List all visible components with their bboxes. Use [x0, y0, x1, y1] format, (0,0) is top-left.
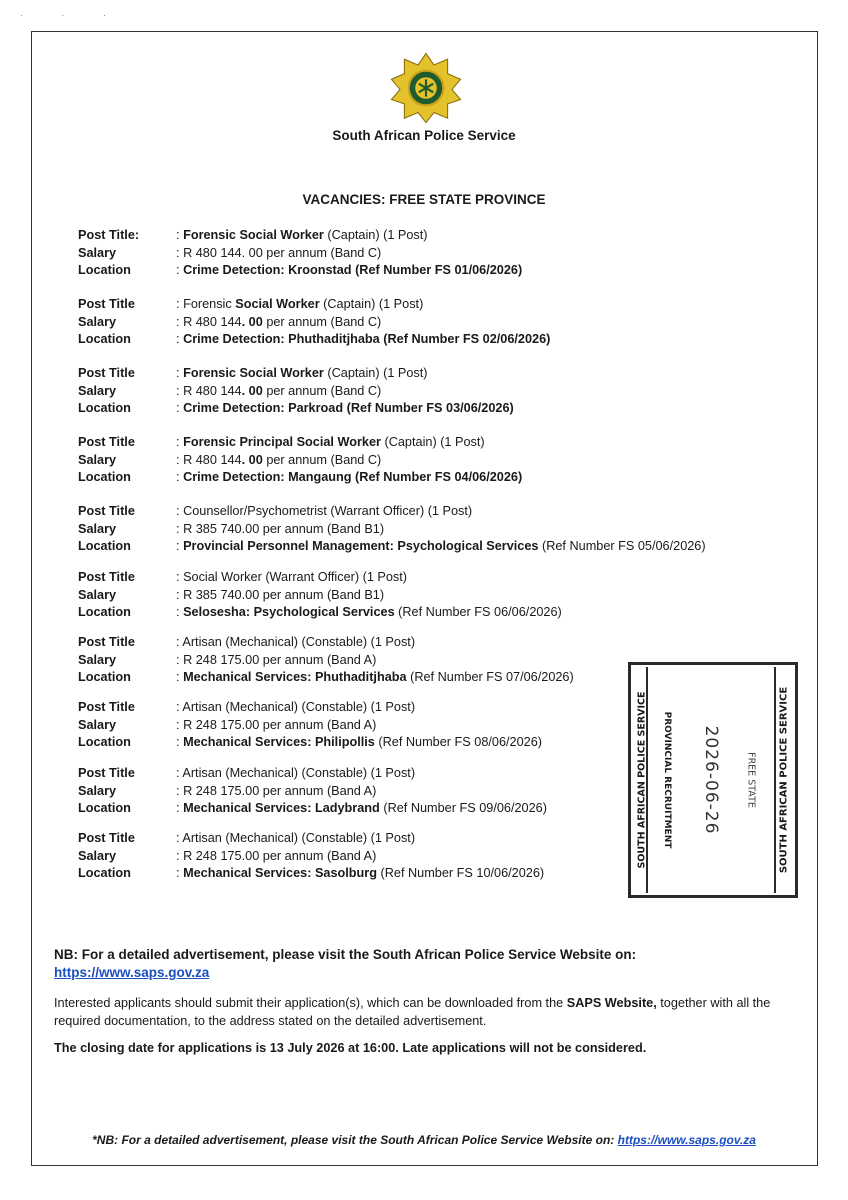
- location-row: [78, 400, 514, 418]
- post-title-text: (Captain) (1 Post): [323, 366, 428, 380]
- salary-prefix: R 480 144: [183, 452, 242, 467]
- nb-notice: [54, 946, 796, 982]
- location-value: : Crime Detection: Mangaung (Ref Number FS 04/06/2026): [176, 470, 523, 484]
- location-text: (Ref Number FS 10/06/2026): [376, 866, 545, 880]
- location-row: [78, 669, 574, 687]
- post-title-value: : Forensic Social Worker (Captain) (1 Post): [176, 297, 424, 311]
- post-title-row: [78, 503, 706, 521]
- stamp-region: FREE STATE: [745, 752, 757, 808]
- location-bold: Crime Detection: Mangaung (Ref Number FS 04/06/2026): [183, 470, 523, 484]
- location-bold: Provincial Personnel Management: Psychological Services: [183, 539, 539, 553]
- recruitment-stamp: [628, 662, 798, 898]
- vacancy-item: [78, 296, 550, 349]
- post-title-row: [78, 830, 544, 848]
- location-value: : Mechanical Services: Philipollis (Ref Number FS 08/06/2026): [176, 735, 543, 749]
- post-title-text: Artisan (Mechanical) (Constable) (1 Post): [182, 635, 416, 649]
- salary-row: [78, 587, 562, 605]
- post-title-label: Post Title: [78, 570, 135, 584]
- location-text: (Ref Number FS 08/06/2026): [374, 735, 543, 749]
- post-title-text: (Captain) (1 Post): [380, 435, 485, 449]
- location-text: (Ref Number FS 07/06/2026): [406, 670, 574, 684]
- post-title-value: : Artisan (Mechanical) (Constable) (1 Post): [176, 831, 416, 845]
- location-row: [78, 734, 542, 752]
- post-title-value: : Forensic Social Worker (Captain) (1 Post): [176, 228, 428, 242]
- post-title-text: Counsellor/Psychometrist (Warrant Officer) (1 Post): [183, 504, 473, 518]
- location-value: : Crime Detection: Parkroad (Ref Number FS 03/06/2026): [176, 401, 514, 415]
- salary-label: Salary: [78, 383, 117, 398]
- salary-value: : R 248 175.00 per annum (Band A): [176, 717, 377, 732]
- salary-label: Salary: [78, 452, 117, 467]
- salary-bold: . 00: [241, 383, 263, 398]
- salary-row: [78, 452, 522, 470]
- page-title: VACANCIES: FREE STATE PROVINCE: [302, 192, 546, 207]
- salary-text: R 385 740.00 per annum (Band B1): [183, 587, 385, 602]
- salary-value: : R 480 144. 00 per annum (Band C): [176, 383, 382, 398]
- salary-row: [78, 521, 706, 539]
- post-title-value: : Social Worker (Warrant Officer) (1 Post): [176, 570, 408, 584]
- post-title-text: Social Worker (Warrant Officer) (1 Post): [183, 570, 408, 584]
- location-bold: Crime Detection: Kroonstad (Ref Number FS 01/06/2026): [183, 263, 523, 277]
- post-title-row: [78, 634, 574, 652]
- scan-specks: · · ·: [20, 10, 124, 20]
- salary-label: Salary: [78, 848, 117, 863]
- post-title-bold: Social Worker: [235, 297, 320, 311]
- salary-bold: . 00: [241, 314, 263, 329]
- salary-prefix: R 480 144: [183, 383, 242, 398]
- post-title-value: : Forensic Principal Social Worker (Captain) (1 Post): [176, 435, 485, 449]
- salary-text: R 248 175.00 per annum (Band A): [183, 848, 377, 863]
- post-title-label: Post Title: [78, 366, 135, 380]
- salary-text: R 480 144. 00 per annum (Band C): [183, 245, 382, 260]
- footer-text: *NB: For a detailed advertisement, please visit the South African Police Service Website on:: [92, 1133, 615, 1147]
- vacancy-item: [78, 434, 522, 487]
- location-label: Location: [78, 801, 131, 815]
- stamp-sub-text: PROVINCIAL RECRUITMENT: [662, 711, 672, 849]
- footer-note: [0, 1133, 848, 1147]
- salary-label: Salary: [78, 587, 117, 602]
- location-label: Location: [78, 263, 131, 277]
- vacancy-item: [78, 765, 547, 818]
- post-title-text: Artisan (Mechanical) (Constable) (1 Post): [182, 831, 416, 845]
- salary-text: R 248 175.00 per annum (Band A): [183, 783, 377, 798]
- location-label: Location: [78, 401, 131, 415]
- location-row: [78, 604, 562, 622]
- stamp-right-text: SOUTH AFRICAN POLICE SERVICE: [778, 686, 790, 874]
- location-text: (Ref Number FS 05/06/2026): [538, 539, 706, 553]
- post-title-label: Post Title: [78, 700, 135, 714]
- post-title-label: Post Title: [78, 297, 135, 311]
- salary-value: : R 248 175.00 per annum (Band A): [176, 652, 377, 667]
- post-title-value: : Artisan (Mechanical) (Constable) (1 Post): [176, 700, 416, 714]
- location-row: [78, 800, 547, 818]
- salary-label: Salary: [78, 521, 117, 536]
- post-title-row: [78, 227, 522, 245]
- salary-value: : R 248 175.00 per annum (Band A): [176, 848, 377, 863]
- location-value: : Mechanical Services: Ladybrand (Ref Number FS 09/06/2026): [176, 801, 547, 815]
- location-row: [78, 865, 544, 883]
- salary-text: R 248 175.00 per annum (Band A): [183, 652, 377, 667]
- location-value: : Crime Detection: Kroonstad (Ref Number FS 01/06/2026): [176, 263, 523, 277]
- location-bold: Mechanical Services: Sasolburg: [183, 866, 377, 880]
- salary-text: per annum (Band C): [262, 383, 382, 398]
- salary-label: Salary: [78, 717, 117, 732]
- location-row: [78, 262, 522, 280]
- location-value: : Crime Detection: Phuthaditjhaba (Ref Number FS 02/06/2026): [176, 332, 551, 346]
- post-title-text: (Captain) (1 Post): [323, 228, 428, 242]
- salary-label: Salary: [78, 314, 117, 329]
- location-value: : Mechanical Services: Phuthaditjhaba (Ref Number FS 07/06/2026): [176, 670, 574, 684]
- post-title-label: Post Title: [78, 831, 135, 845]
- post-title-value: : Forensic Social Worker (Captain) (1 Post): [176, 366, 428, 380]
- location-label: Location: [78, 605, 131, 619]
- post-title-bold: Forensic Principal Social Worker: [183, 435, 381, 449]
- post-title-text: Artisan (Mechanical) (Constable) (1 Post): [182, 766, 416, 780]
- post-title-label: Post Title: [78, 766, 135, 780]
- salary-prefix: R 480 144: [183, 314, 242, 329]
- salary-value: : R 480 144. 00 per annum (Band C): [176, 452, 382, 467]
- post-title-value: : Artisan (Mechanical) (Constable) (1 Post): [176, 635, 416, 649]
- stamp-left-text: SOUTH AFRICAN POLICE SERVICE: [636, 691, 648, 869]
- post-title-row: [78, 569, 562, 587]
- post-title-row: [78, 296, 550, 314]
- saps-badge-logo: [390, 52, 462, 124]
- salary-row: [78, 383, 514, 401]
- salary-value: : R 480 144. 00 per annum (Band C): [176, 245, 382, 260]
- nb-website-link[interactable]: https://www.saps.gov.za: [54, 965, 210, 980]
- nb-text: NB: For a detailed advertisement, please visit the South African Police Service Website on:: [54, 947, 637, 962]
- location-bold: Crime Detection: Phuthaditjhaba (Ref Number FS 02/06/2026): [183, 332, 551, 346]
- location-text: (Ref Number FS 09/06/2026): [379, 801, 547, 815]
- post-title-text: Artisan (Mechanical) (Constable) (1 Post): [182, 700, 416, 714]
- post-title-label: Post Title: [78, 635, 135, 649]
- location-text: (Ref Number FS 06/06/2026): [394, 605, 562, 619]
- salary-bold: . 00: [241, 452, 263, 467]
- vacancy-item: [78, 503, 706, 556]
- salary-row: [78, 652, 574, 670]
- salary-text: per annum (Band C): [262, 314, 382, 329]
- vacancy-item: [78, 830, 544, 883]
- apply-text-bold: SAPS Website,: [566, 996, 657, 1010]
- salary-value: : R 248 175.00 per annum (Band A): [176, 783, 377, 798]
- post-title-row: [78, 765, 547, 783]
- vacancy-item: [78, 365, 514, 418]
- salary-row: [78, 314, 550, 332]
- location-row: [78, 469, 522, 487]
- location-label: Location: [78, 470, 131, 484]
- location-bold: Mechanical Services: Philipollis: [183, 735, 375, 749]
- location-label: Location: [78, 539, 131, 553]
- apply-text-post: together with all the required documentation, to the address stated on the detailed advertisement.: [54, 996, 771, 1028]
- stamp-inner-line: [774, 667, 776, 893]
- salary-row: [78, 245, 522, 263]
- post-title-text: (Captain) (1 Post): [319, 297, 424, 311]
- salary-value: : R 480 144. 00 per annum (Band C): [176, 314, 382, 329]
- apply-text-pre: Interested applicants should submit their application(s), which can be downloaded from the: [54, 996, 567, 1010]
- post-title-bold: Forensic Social Worker: [183, 366, 324, 380]
- location-bold: Mechanical Services: Phuthaditjhaba: [183, 670, 407, 684]
- post-title-row: [78, 699, 542, 717]
- location-bold: Crime Detection: Parkroad (Ref Number FS 03/06/2026): [183, 401, 514, 415]
- location-label: Location: [78, 332, 131, 346]
- salary-text: R 385 740.00 per annum (Band B1): [183, 521, 385, 536]
- location-row: [78, 331, 550, 349]
- post-title-label: Post Title: [78, 435, 135, 449]
- post-title-label: Post Title: [78, 504, 135, 518]
- salary-row: [78, 717, 542, 735]
- salary-row: [78, 783, 547, 801]
- salary-row: [78, 848, 544, 866]
- post-title-row: [78, 365, 514, 383]
- salary-text: per annum (Band C): [262, 452, 382, 467]
- location-row: [78, 538, 706, 556]
- post-title-prefix: Forensic: [183, 297, 236, 311]
- vacancy-item: [78, 569, 562, 622]
- organization-name: South African Police Service: [332, 128, 516, 143]
- salary-label: Salary: [78, 652, 117, 667]
- location-value: : Selosesha: Psychological Services (Ref Number FS 06/06/2026): [176, 605, 562, 619]
- location-value: : Provincial Personnel Management: Psychological Services (Ref Number FS 05/06/2026): [176, 539, 706, 553]
- salary-label: Salary: [78, 783, 117, 798]
- post-title-row: [78, 434, 522, 452]
- salary-value: : R 385 740.00 per annum (Band B1): [176, 521, 385, 536]
- location-label: Location: [78, 735, 131, 749]
- location-value: : Mechanical Services: Sasolburg (Ref Number FS 10/06/2026): [176, 866, 545, 880]
- location-label: Location: [78, 670, 131, 684]
- footer-website-link[interactable]: https://www.saps.gov.za: [617, 1133, 756, 1147]
- vacancy-item: [78, 634, 574, 687]
- vacancy-item: [78, 699, 542, 752]
- post-title-value: : Artisan (Mechanical) (Constable) (1 Post): [176, 766, 416, 780]
- apply-instructions: [54, 995, 796, 1030]
- post-title-bold: Forensic Social Worker: [183, 228, 324, 242]
- salary-text: R 248 175.00 per annum (Band A): [183, 717, 377, 732]
- location-label: Location: [78, 866, 131, 880]
- stamp-date: 2026-06-26: [701, 725, 721, 835]
- closing-date-notice: The closing date for applications is 13 July 2026 at 16:00. Late applications will not be considered.: [54, 1041, 647, 1055]
- location-bold: Mechanical Services: Ladybrand: [183, 801, 380, 815]
- post-title-value: : Counsellor/Psychometrist (Warrant Officer) (1 Post): [176, 504, 473, 518]
- salary-label: Salary: [78, 245, 117, 260]
- salary-value: : R 385 740.00 per annum (Band B1): [176, 587, 385, 602]
- post-title-label: Post Title:: [78, 228, 140, 242]
- location-bold: Selosesha: Psychological Services: [183, 605, 395, 619]
- vacancy-item: [78, 227, 522, 280]
